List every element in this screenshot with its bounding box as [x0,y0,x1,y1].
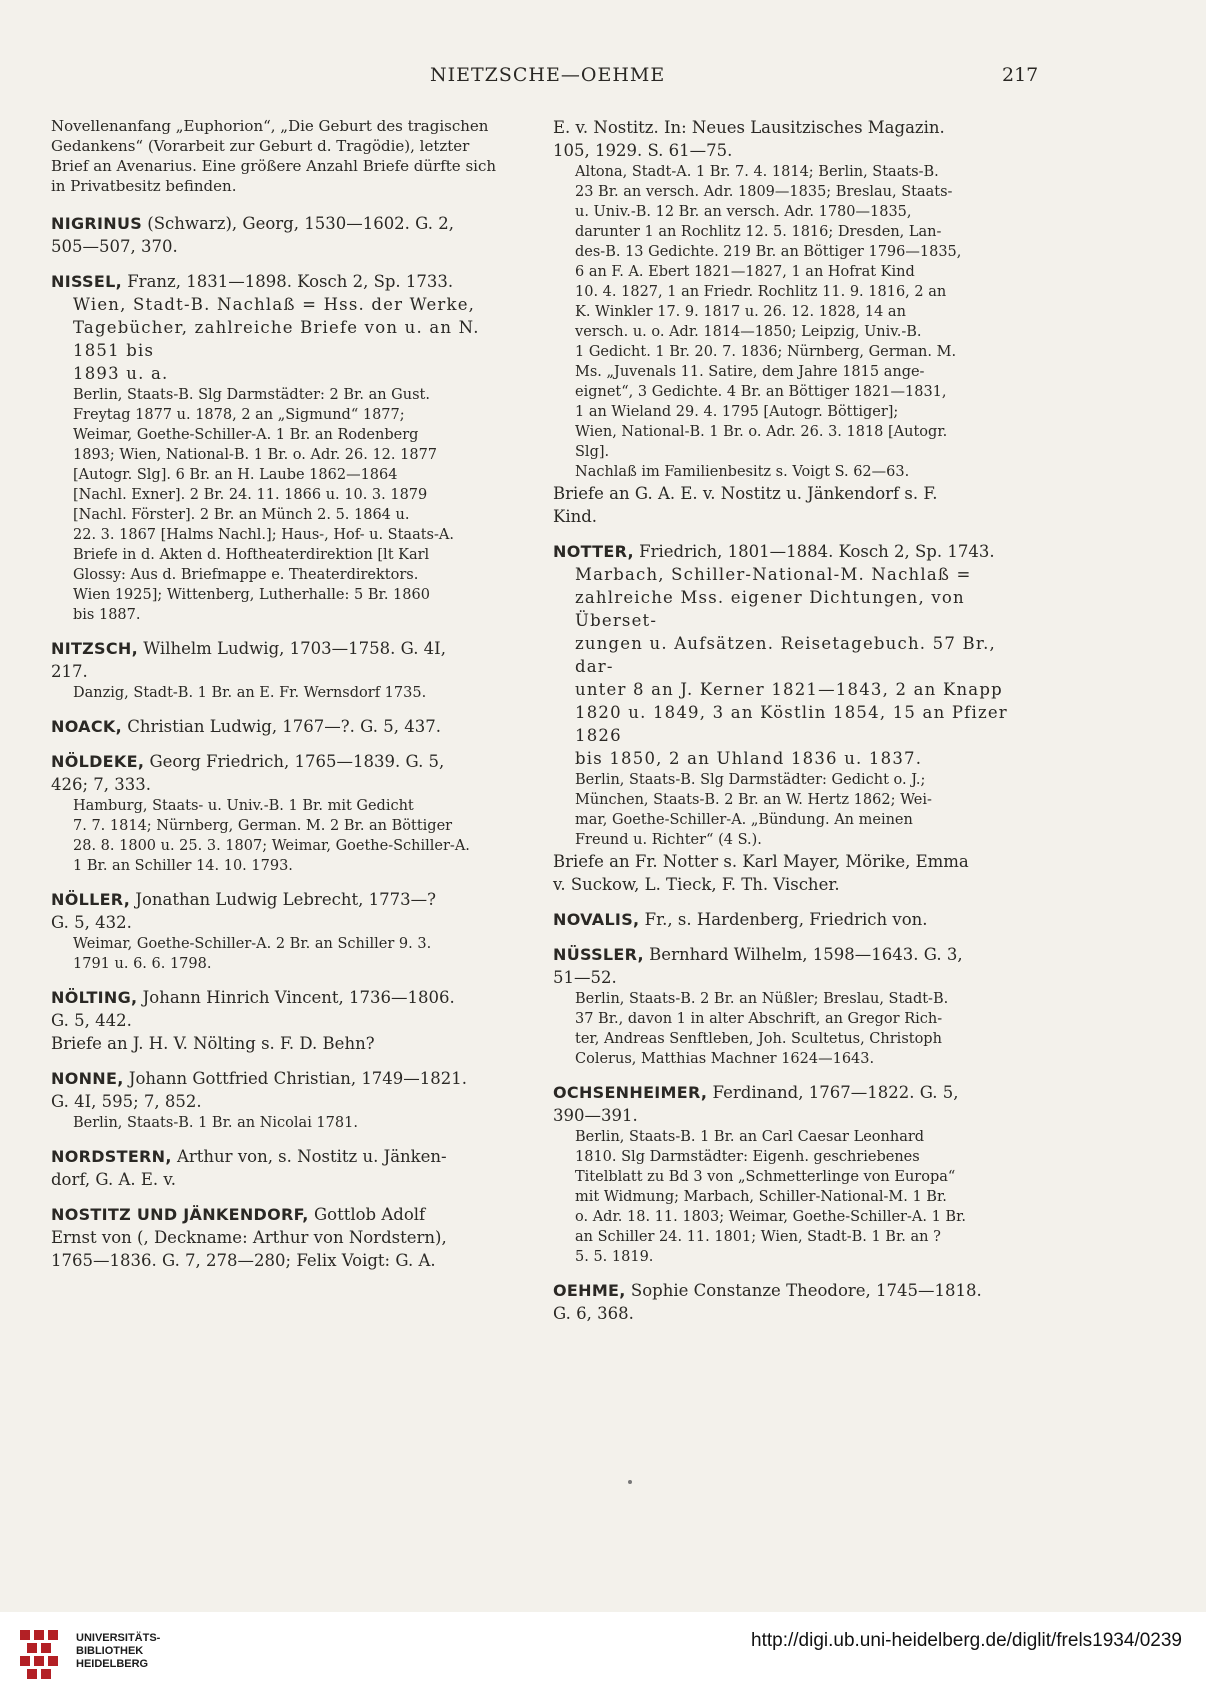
entry-line: 217. [51,662,88,681]
register-entry [51,212,529,258]
entry-heading-text: Sophie Constanze Theodore, 1745—1818. [625,1281,982,1300]
institution-line: UNIVERSITÄTS- [76,1632,161,1644]
holding-detail-line: 28. 8. 1800 u. 25. 3. 1807; Weimar, Goethe-Schiller-A. [73,838,470,854]
holding-detail-line: 1810. Slg Darmstädter: Eigenh. geschriebenes [575,1149,920,1165]
holding-detail-line: eignet“, 3 Gedichte. 4 Br. an Böttiger 1821—1831, [575,384,947,400]
holding-detail-line: 22. 3. 1867 [Halms Nachl.]; Haus-, Hof- u. Staats-A. [73,527,454,543]
holding-detail-line: 1 Gedicht. 1 Br. 20. 7. 1836; Nürnberg, German. M. [575,344,957,360]
intro-note [51,116,529,196]
permalink-url[interactable]: http://digi.ub.uni-heidelberg.de/diglit/frels1934/0239 [751,1630,1182,1651]
holding-line: bis 1850, 2 an Uhland 1836 u. 1837. [575,749,923,768]
institution-name [76,1632,160,1671]
register-entry [51,715,529,738]
entry-heading [553,1279,1033,1302]
entry-heading [553,540,1033,563]
entry-heading-text: Georg Friedrich, 1765—1839. G. 5, [144,752,445,771]
entry-line: Ernst von (, Deckname: Arthur von Nordstern), [51,1228,447,1247]
holding-detail-line: Glossy: Aus d. Briefmappe e. Theaterdirektors. [73,567,419,583]
entry-line: G. 4I, 595; 7, 852. [51,1092,202,1111]
note-line: Novellenanfang „Euphorion“, „Die Geburt des tragischen [51,117,489,135]
holding-detail-line: Berlin, Staats-B. Slg Darmstädter: Gedicht o. J.; [575,772,926,788]
entry-line: E. v. Nostitz. In: Neues Lausitzisches Magazin. [553,118,945,137]
register-entry [51,1067,529,1133]
entry-heading-text: Christian Ludwig, 1767—?. G. 5, 437. [121,717,441,736]
entry-line: G. 5, 432. [51,913,132,932]
holding-detail-line: Freytag 1877 u. 1878, 2 an „Sigmund“ 1877; [73,407,405,423]
holding-detail-line: München, Staats-B. 2 Br. an W. Hertz 1862; Wei- [575,792,932,808]
entry-line: Kind. [553,507,598,526]
entry-line: 426; 7, 333. [51,775,152,794]
register-entry [553,540,1033,896]
holding-detail-line: 1791 u. 6. 6. 1798. [73,956,212,972]
institution-line: HEIDELBERG [76,1658,149,1670]
entry-headword: NÜSSLER, [553,945,644,964]
holding-line: Tagebücher, zahlreiche Briefe von u. an N. 1851 bis [73,318,480,360]
holding-detail-line: Danzig, Stadt-B. 1 Br. an E. Fr. Wernsdorf 1735. [73,685,427,701]
entry-heading-text: Gottlob Adolf [308,1205,426,1224]
holding-detail-line: Colerus, Matthias Machner 1624—1643. [575,1051,875,1067]
register-entry [51,986,529,1055]
register-entry [51,637,529,703]
holding-detail-line: Briefe in d. Akten d. Hoftheaterdirektion [lt Karl [73,547,430,563]
holding-detail-line: Slg]. [575,444,610,460]
holding-detail-line: Berlin, Staats-B. Slg Darmstädter: 2 Br. an Gust. [73,387,430,403]
holding-detail-line: Wien 1925]; Wittenberg, Lutherhalle: 5 Br. 1860 [73,587,430,603]
holding-detail-line: 37 Br., davon 1 in alter Abschrift, an Gregor Rich- [575,1011,943,1027]
entry-headword: NÖLDEKE, [51,752,145,771]
holding-detail-line: Wien, National-B. 1 Br. o. Adr. 26. 3. 1818 [Autogr. [575,424,948,440]
holding-detail-line: an Schiller 24. 11. 1801; Wien, Stadt-B. 1 Br. an ? [575,1229,941,1245]
note-line: Gedankens“ (Vorarbeit zur Geburt d. Tragödie), letzter [51,137,470,155]
register-entry [553,1081,1033,1267]
entry-line: 1765—1836. G. 7, 278—280; Felix Voigt: G. A. [51,1251,436,1270]
holding-line: zahlreiche Mss. eigener Dichtungen, von Überset- [575,588,965,630]
holding-detail-line: 10. 4. 1827, 1 an Friedr. Rochlitz 11. 9. 1816, 2 an [575,284,947,300]
holding-line: Wien, Stadt-B. Nachlaß = Hss. der Werke, [73,295,476,314]
entry-heading-text: Friedrich, 1801—1884. Kosch 2, Sp. 1743. [633,542,995,561]
holding-detail-line: Berlin, Staats-B. 1 Br. an Carl Caesar Leonhard [575,1129,925,1145]
holding-detail-line: 23 Br. an versch. Adr. 1809—1835; Breslau, Staats- [575,184,953,200]
viewer-footer [0,1612,1206,1699]
entry-heading-text: Jonathan Ludwig Lebrecht, 1773—? [130,890,436,909]
holding-line: 1893 u. a. [73,364,169,383]
entry-line: G. 6, 368. [553,1304,634,1323]
entry-line: 505—507, 370. [51,237,178,256]
entry-heading-text: Franz, 1831—1898. Kosch 2, Sp. 1733. [121,272,454,291]
entry-headword: NÖLLER, [51,890,131,909]
holding-detail-line: Hamburg, Staats- u. Univ.-B. 1 Br. mit Gedicht [73,798,414,814]
holding-detail-line: Weimar, Goethe-Schiller-A. 2 Br. an Schiller 9. 3. [73,936,432,952]
entry-headword: NORDSTERN, [51,1147,172,1166]
holding-detail-line: 5. 5. 1819. [575,1249,654,1265]
entry-headword: OEHME, [553,1281,626,1300]
register-entry [51,1145,529,1191]
entry-heading [51,1067,529,1090]
holding-detail-line: 1893; Wien, National-B. 1 Br. o. Adr. 26. 12. 1877 [73,447,438,463]
entry-headword: NOVALIS, [553,910,640,929]
entry-heading [553,908,1033,931]
holding-detail-line: Weimar, Goethe-Schiller-A. 1 Br. an Rodenberg [73,427,419,443]
entry-heading [51,1203,529,1226]
holding-detail-line: des-B. 13 Gedichte. 219 Br. an Böttiger 1796—1835, [575,244,962,260]
note-line: Brief an Avenarius. Eine größere Anzahl Briefe dürfte sich [51,157,497,175]
holding-detail-line: darunter 1 an Rochlitz 12. 5. 1816; Dresden, Lan- [575,224,942,240]
register-entry [51,888,529,974]
holding-detail-line: 6 an F. A. Ebert 1821—1827, 1 an Hofrat Kind [575,264,915,280]
entry-heading [51,270,529,293]
heidelberg-library-logo-icon [18,1628,66,1684]
holding-detail-line: Ms. „Juvenals 11. Satire, dem Jahre 1815 ange- [575,364,925,380]
entry-heading-text: Fr., s. Hardenberg, Friedrich von. [639,910,928,929]
page-header [0,64,1206,94]
entry-line: 390—391. [553,1106,638,1125]
note-line: in Privatbesitz befinden. [51,177,237,195]
entry-headword: NIGRINUS [51,214,143,233]
entry-line: v. Suckow, L. Tieck, F. Th. Vischer. [553,875,840,894]
holding-detail-line: bis 1887. [73,607,141,623]
entry-heading-text: Johann Hinrich Vincent, 1736—1806. [137,988,455,1007]
holding-detail-line: 1 Br. an Schiller 14. 10. 1793. [73,858,293,874]
entry-headword: NITZSCH, [51,639,138,658]
register-entry [51,750,529,876]
entry-line: G. 5, 442. [51,1011,132,1030]
entry-headword: NÖLTING, [51,988,138,1007]
entry-line: Briefe an Fr. Notter s. Karl Mayer, Mörike, Emma [553,852,969,871]
stray-mark [628,1480,632,1484]
entry-heading [51,750,529,773]
entry-line: Briefe an J. H. V. Nölting s. F. D. Behn? [51,1034,375,1053]
holding-detail-line: versch. u. o. Adr. 1814—1850; Leipzig, Univ.-B. [575,324,922,340]
entry-heading [51,715,529,738]
entry-headword: NOACK, [51,717,122,736]
holding-detail-line: 7. 7. 1814; Nürnberg, German. M. 2 Br. an Böttiger [73,818,453,834]
entry-heading-text: (Schwarz), Georg, 1530—1602. G. 2, [142,214,454,233]
holding-detail-line: Nachlaß im Familienbesitz s. Voigt S. 62—63. [575,464,910,480]
holding-detail-line: Altona, Stadt-A. 1 Br. 7. 4. 1814; Berlin, Staats-B. [575,164,939,180]
entry-headword: NISSEL, [51,272,122,291]
holding-detail-line: ter, Andreas Senftleben, Joh. Scultetus, Christoph [575,1031,942,1047]
holding-detail-line: Berlin, Staats-B. 1 Br. an Nicolai 1781. [73,1115,358,1131]
entry-line: 51—52. [553,968,617,987]
register-entry [51,1203,529,1272]
holding-line: zungen u. Aufsätzen. Reisetagebuch. 57 Br., dar- [575,634,996,676]
running-head: NIETZSCHE—OEHME [430,64,666,86]
holding-detail-line: [Nachl. Förster]. 2 Br. an Münch 2. 5. 1864 u. [73,507,410,523]
entry-heading [51,637,529,660]
entry-headword: NONNE, [51,1069,124,1088]
holding-detail-line: [Autogr. Slg]. 6 Br. an H. Laube 1862—1864 [73,467,398,483]
entry-heading-text: Arthur von, s. Nostitz u. Jänken- [171,1147,447,1166]
holding-detail-line: mar, Goethe-Schiller-A. „Bündung. An meinen [575,812,913,828]
entry-heading-text: Wilhelm Ludwig, 1703—1758. G. 4I, [138,639,446,658]
holding-line: unter 8 an J. Kerner 1821—1843, 2 an Knapp [575,680,1003,699]
entry-heading-text: Bernhard Wilhelm, 1598—1643. G. 3, [643,945,963,964]
entry-heading-text: Ferdinand, 1767—1822. G. 5, [707,1083,959,1102]
holding-detail-line: u. Univ.-B. 12 Br. an versch. Adr. 1780—1835, [575,204,912,220]
left-column [51,116,529,1284]
entry-headword: NOSTITZ UND JÄNKENDORF, [51,1205,309,1224]
holding-detail-line: K. Winkler 17. 9. 1817 u. 26. 12. 1828, 14 an [575,304,906,320]
entry-heading [51,986,529,1009]
holding-detail-line: Freund u. Richter“ (4 S.). [575,832,762,848]
register-entry [553,116,1033,528]
entry-line: Briefe an G. A. E. v. Nostitz u. Jänkendorf s. F. [553,484,938,503]
entry-line: 105, 1929. S. 61—75. [553,141,733,160]
entry-line: dorf, G. A. E. v. [51,1170,177,1189]
entry-heading [553,1081,1033,1104]
holding-detail-line: 1 an Wieland 29. 4. 1795 [Autogr. Böttiger]; [575,404,899,420]
institution-line: BIBLIOTHEK [76,1645,144,1657]
holding-detail-line: Titelblatt zu Bd 3 von „Schmetterlinge von Europa“ [575,1169,956,1185]
entry-heading [553,943,1033,966]
entry-heading-text: Johann Gottfried Christian, 1749—1821. [123,1069,468,1088]
entry-heading [51,212,529,235]
holding-line: 1820 u. 1849, 3 an Köstlin 1854, 15 an Pfizer 1826 [575,703,1008,745]
entry-heading [51,888,529,911]
register-entry [553,1279,1033,1325]
page-number: 217 [1002,64,1039,86]
register-entry [553,908,1033,931]
entry-headword: OCHSENHEIMER, [553,1083,708,1102]
holding-detail-line: [Nachl. Exner]. 2 Br. 24. 11. 1866 u. 10. 3. 1879 [73,487,428,503]
entry-heading [51,1145,529,1168]
holding-line: Marbach, Schiller-National-M. Nachlaß = [575,565,972,584]
holding-detail-line: mit Widmung; Marbach, Schiller-National-M. 1 Br. [575,1189,947,1205]
holding-detail-line: o. Adr. 18. 11. 1803; Weimar, Goethe-Schiller-A. 1 Br. [575,1209,967,1225]
entry-headword: NOTTER, [553,542,634,561]
register-entry [51,270,529,625]
holding-detail-line: Berlin, Staats-B. 2 Br. an Nüßler; Breslau, Stadt-B. [575,991,949,1007]
right-column [553,116,1033,1337]
register-entry [553,943,1033,1069]
